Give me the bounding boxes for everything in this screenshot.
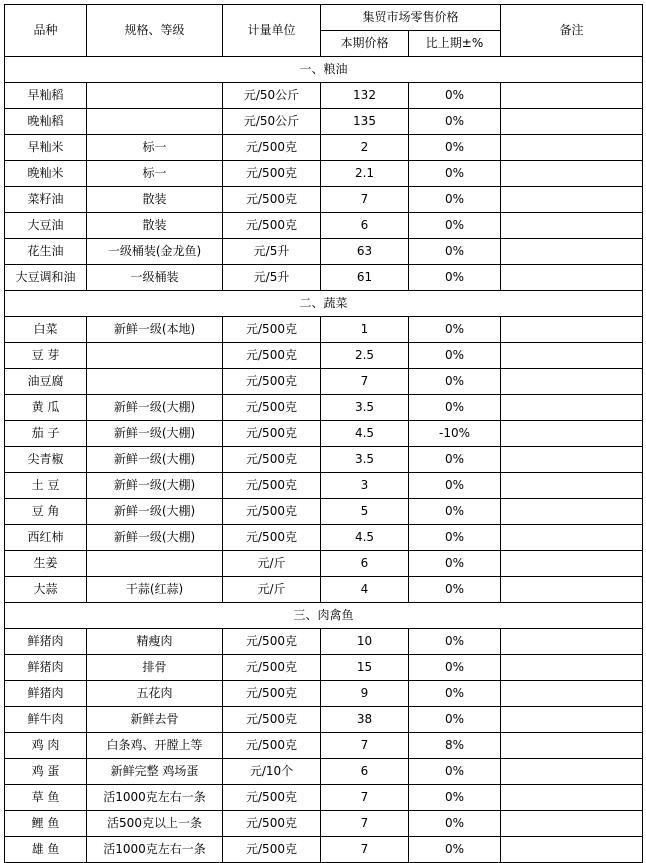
table-row	[5, 681, 643, 707]
header-row-top	[5, 5, 643, 31]
cell-unit: 元/500克	[223, 811, 321, 837]
cell-variety: 豆 芽	[5, 343, 87, 369]
cell-spec: 散装	[87, 213, 223, 239]
cell-price: 4.5	[321, 421, 409, 447]
cell-spec	[87, 83, 223, 109]
table-row	[5, 395, 643, 421]
table-row	[5, 83, 643, 109]
cell-variety: 菜籽油	[5, 187, 87, 213]
cell-variety: 豆 角	[5, 499, 87, 525]
section-title: 二、蔬菜	[5, 291, 643, 317]
cell-spec: 活500克以上一条	[87, 811, 223, 837]
cell-change: 0%	[409, 707, 501, 733]
cell-unit: 元/500克	[223, 733, 321, 759]
table-row	[5, 369, 643, 395]
cell-remark	[501, 733, 643, 759]
cell-variety: 大豆油	[5, 213, 87, 239]
table-row	[5, 733, 643, 759]
cell-change: 8%	[409, 733, 501, 759]
cell-spec: 精瘦肉	[87, 629, 223, 655]
table-row	[5, 629, 643, 655]
cell-price: 4.5	[321, 525, 409, 551]
cell-remark	[501, 811, 643, 837]
section-title: 三、肉禽鱼	[5, 603, 643, 629]
cell-remark	[501, 343, 643, 369]
cell-unit: 元/5升	[223, 239, 321, 265]
cell-variety: 茄 子	[5, 421, 87, 447]
cell-change: 0%	[409, 499, 501, 525]
cell-price: 61	[321, 265, 409, 291]
cell-remark	[501, 447, 643, 473]
cell-spec: 新鲜一级(大棚)	[87, 525, 223, 551]
cell-unit: 元/500克	[223, 499, 321, 525]
cell-unit: 元/5升	[223, 265, 321, 291]
cell-variety: 早籼米	[5, 135, 87, 161]
cell-price: 1	[321, 317, 409, 343]
cell-change: 0%	[409, 317, 501, 343]
cell-unit: 元/500克	[223, 213, 321, 239]
table-row	[5, 577, 643, 603]
table-row	[5, 473, 643, 499]
table-row	[5, 655, 643, 681]
cell-remark	[501, 213, 643, 239]
cell-variety: 黄 瓜	[5, 395, 87, 421]
cell-change: 0%	[409, 837, 501, 863]
cell-price: 132	[321, 83, 409, 109]
section-row	[5, 57, 643, 83]
cell-change: 0%	[409, 343, 501, 369]
cell-change: 0%	[409, 681, 501, 707]
cell-remark	[501, 135, 643, 161]
cell-change: 0%	[409, 759, 501, 785]
cell-remark	[501, 187, 643, 213]
cell-variety: 鲤 鱼	[5, 811, 87, 837]
cell-variety: 油豆腐	[5, 369, 87, 395]
cell-change: 0%	[409, 83, 501, 109]
cell-remark	[501, 629, 643, 655]
cell-spec: 散装	[87, 187, 223, 213]
cell-price: 3.5	[321, 395, 409, 421]
cell-unit: 元/500克	[223, 707, 321, 733]
cell-price: 3	[321, 473, 409, 499]
table-row	[5, 759, 643, 785]
table-header	[5, 5, 643, 57]
cell-unit: 元/500克	[223, 135, 321, 161]
cell-remark	[501, 655, 643, 681]
cell-change: 0%	[409, 135, 501, 161]
table-row	[5, 499, 643, 525]
table-row	[5, 811, 643, 837]
cell-variety: 鸡 蛋	[5, 759, 87, 785]
cell-variety: 花生油	[5, 239, 87, 265]
market-price-table	[4, 4, 643, 863]
table-row	[5, 161, 643, 187]
cell-price: 63	[321, 239, 409, 265]
cell-variety: 鸡 肉	[5, 733, 87, 759]
cell-unit: 元/500克	[223, 629, 321, 655]
cell-remark	[501, 577, 643, 603]
cell-remark	[501, 707, 643, 733]
cell-price: 38	[321, 707, 409, 733]
cell-remark	[501, 369, 643, 395]
header-spec: 规格、等级	[87, 5, 223, 57]
cell-remark	[501, 785, 643, 811]
cell-unit: 元/斤	[223, 577, 321, 603]
cell-unit: 元/500克	[223, 187, 321, 213]
cell-remark	[501, 109, 643, 135]
cell-remark	[501, 265, 643, 291]
cell-change: 0%	[409, 161, 501, 187]
header-change: 比上期±%	[409, 31, 501, 57]
cell-variety: 西红柿	[5, 525, 87, 551]
table-row	[5, 421, 643, 447]
cell-price: 135	[321, 109, 409, 135]
header-variety: 品种	[5, 5, 87, 57]
cell-change: 0%	[409, 369, 501, 395]
cell-price: 7	[321, 811, 409, 837]
cell-change: 0%	[409, 629, 501, 655]
cell-variety: 雄 鱼	[5, 837, 87, 863]
cell-remark	[501, 317, 643, 343]
table-body	[5, 57, 643, 863]
table-row	[5, 837, 643, 863]
cell-price: 2.5	[321, 343, 409, 369]
cell-spec	[87, 109, 223, 135]
table-row	[5, 317, 643, 343]
cell-price: 7	[321, 187, 409, 213]
cell-remark	[501, 473, 643, 499]
section-row	[5, 291, 643, 317]
cell-remark	[501, 681, 643, 707]
cell-spec: 活1000克左右一条	[87, 837, 223, 863]
cell-change: 0%	[409, 811, 501, 837]
table-row	[5, 109, 643, 135]
cell-unit: 元/500克	[223, 421, 321, 447]
cell-spec: 干蒜(红蒜)	[87, 577, 223, 603]
cell-spec: 新鲜去骨	[87, 707, 223, 733]
cell-variety: 早籼稻	[5, 83, 87, 109]
cell-unit: 元/500克	[223, 473, 321, 499]
table-row	[5, 135, 643, 161]
header-market-group: 集贸市场零售价格	[321, 5, 501, 31]
cell-spec: 标一	[87, 161, 223, 187]
cell-spec	[87, 551, 223, 577]
cell-spec: 排骨	[87, 655, 223, 681]
cell-spec: 新鲜一级(大棚)	[87, 421, 223, 447]
cell-spec: 新鲜一级(大棚)	[87, 395, 223, 421]
header-current-price: 本期价格	[321, 31, 409, 57]
cell-change: 0%	[409, 525, 501, 551]
cell-price: 2.1	[321, 161, 409, 187]
cell-spec: 白条鸡、开膛上等	[87, 733, 223, 759]
cell-remark	[501, 499, 643, 525]
cell-variety: 晚籼稻	[5, 109, 87, 135]
cell-variety: 鲜猪肉	[5, 629, 87, 655]
cell-variety: 白菜	[5, 317, 87, 343]
cell-change: 0%	[409, 213, 501, 239]
cell-price: 9	[321, 681, 409, 707]
cell-unit: 元/50公斤	[223, 109, 321, 135]
cell-variety: 鲜猪肉	[5, 681, 87, 707]
table-row	[5, 551, 643, 577]
table-row	[5, 707, 643, 733]
cell-price: 7	[321, 733, 409, 759]
cell-remark	[501, 551, 643, 577]
cell-variety: 尖青椒	[5, 447, 87, 473]
cell-remark	[501, 837, 643, 863]
table-row	[5, 239, 643, 265]
cell-spec: 新鲜一级(大棚)	[87, 473, 223, 499]
cell-spec: 活1000克左右一条	[87, 785, 223, 811]
section-row	[5, 603, 643, 629]
cell-change: 0%	[409, 187, 501, 213]
cell-price: 7	[321, 785, 409, 811]
cell-unit: 元/500克	[223, 681, 321, 707]
cell-change: 0%	[409, 239, 501, 265]
cell-unit: 元/500克	[223, 343, 321, 369]
cell-price: 7	[321, 369, 409, 395]
table-row	[5, 447, 643, 473]
cell-variety: 大蒜	[5, 577, 87, 603]
cell-price: 6	[321, 551, 409, 577]
cell-price: 10	[321, 629, 409, 655]
cell-spec	[87, 369, 223, 395]
table-row	[5, 213, 643, 239]
cell-variety: 鲜猪肉	[5, 655, 87, 681]
table-row	[5, 343, 643, 369]
cell-change: 0%	[409, 447, 501, 473]
cell-change: 0%	[409, 551, 501, 577]
cell-unit: 元/500克	[223, 837, 321, 863]
cell-spec: 新鲜完整 鸡场蛋	[87, 759, 223, 785]
cell-change: -10%	[409, 421, 501, 447]
cell-variety: 晚籼米	[5, 161, 87, 187]
cell-spec: 新鲜一级(大棚)	[87, 447, 223, 473]
table-row	[5, 265, 643, 291]
cell-remark	[501, 239, 643, 265]
cell-remark	[501, 83, 643, 109]
cell-variety: 土 豆	[5, 473, 87, 499]
cell-remark	[501, 421, 643, 447]
table-row	[5, 525, 643, 551]
cell-price: 5	[321, 499, 409, 525]
cell-change: 0%	[409, 785, 501, 811]
table-row	[5, 785, 643, 811]
cell-unit: 元/500克	[223, 655, 321, 681]
cell-unit: 元/50公斤	[223, 83, 321, 109]
cell-spec: 新鲜一级(大棚)	[87, 499, 223, 525]
cell-unit: 元/500克	[223, 317, 321, 343]
cell-unit: 元/500克	[223, 447, 321, 473]
cell-unit: 元/500克	[223, 161, 321, 187]
cell-spec: 五花肉	[87, 681, 223, 707]
cell-spec: 一级桶装(金龙鱼)	[87, 239, 223, 265]
cell-unit: 元/10个	[223, 759, 321, 785]
header-remark: 备注	[501, 5, 643, 57]
cell-change: 0%	[409, 109, 501, 135]
cell-variety: 大豆调和油	[5, 265, 87, 291]
cell-change: 0%	[409, 655, 501, 681]
cell-spec: 标一	[87, 135, 223, 161]
cell-remark	[501, 161, 643, 187]
cell-remark	[501, 525, 643, 551]
cell-variety: 草 鱼	[5, 785, 87, 811]
cell-price: 6	[321, 213, 409, 239]
cell-variety: 生姜	[5, 551, 87, 577]
cell-price: 15	[321, 655, 409, 681]
cell-spec	[87, 343, 223, 369]
cell-spec: 新鲜一级(本地)	[87, 317, 223, 343]
cell-price: 6	[321, 759, 409, 785]
cell-remark	[501, 395, 643, 421]
cell-price: 7	[321, 837, 409, 863]
cell-change: 0%	[409, 395, 501, 421]
cell-unit: 元/500克	[223, 395, 321, 421]
cell-price: 4	[321, 577, 409, 603]
cell-spec: 一级桶装	[87, 265, 223, 291]
cell-unit: 元/斤	[223, 551, 321, 577]
cell-unit: 元/500克	[223, 785, 321, 811]
cell-unit: 元/500克	[223, 369, 321, 395]
cell-remark	[501, 759, 643, 785]
cell-unit: 元/500克	[223, 525, 321, 551]
cell-change: 0%	[409, 473, 501, 499]
table-row	[5, 187, 643, 213]
cell-change: 0%	[409, 265, 501, 291]
section-title: 一、粮油	[5, 57, 643, 83]
cell-price: 2	[321, 135, 409, 161]
cell-change: 0%	[409, 577, 501, 603]
cell-price: 3.5	[321, 447, 409, 473]
header-unit: 计量单位	[223, 5, 321, 57]
cell-variety: 鲜牛肉	[5, 707, 87, 733]
